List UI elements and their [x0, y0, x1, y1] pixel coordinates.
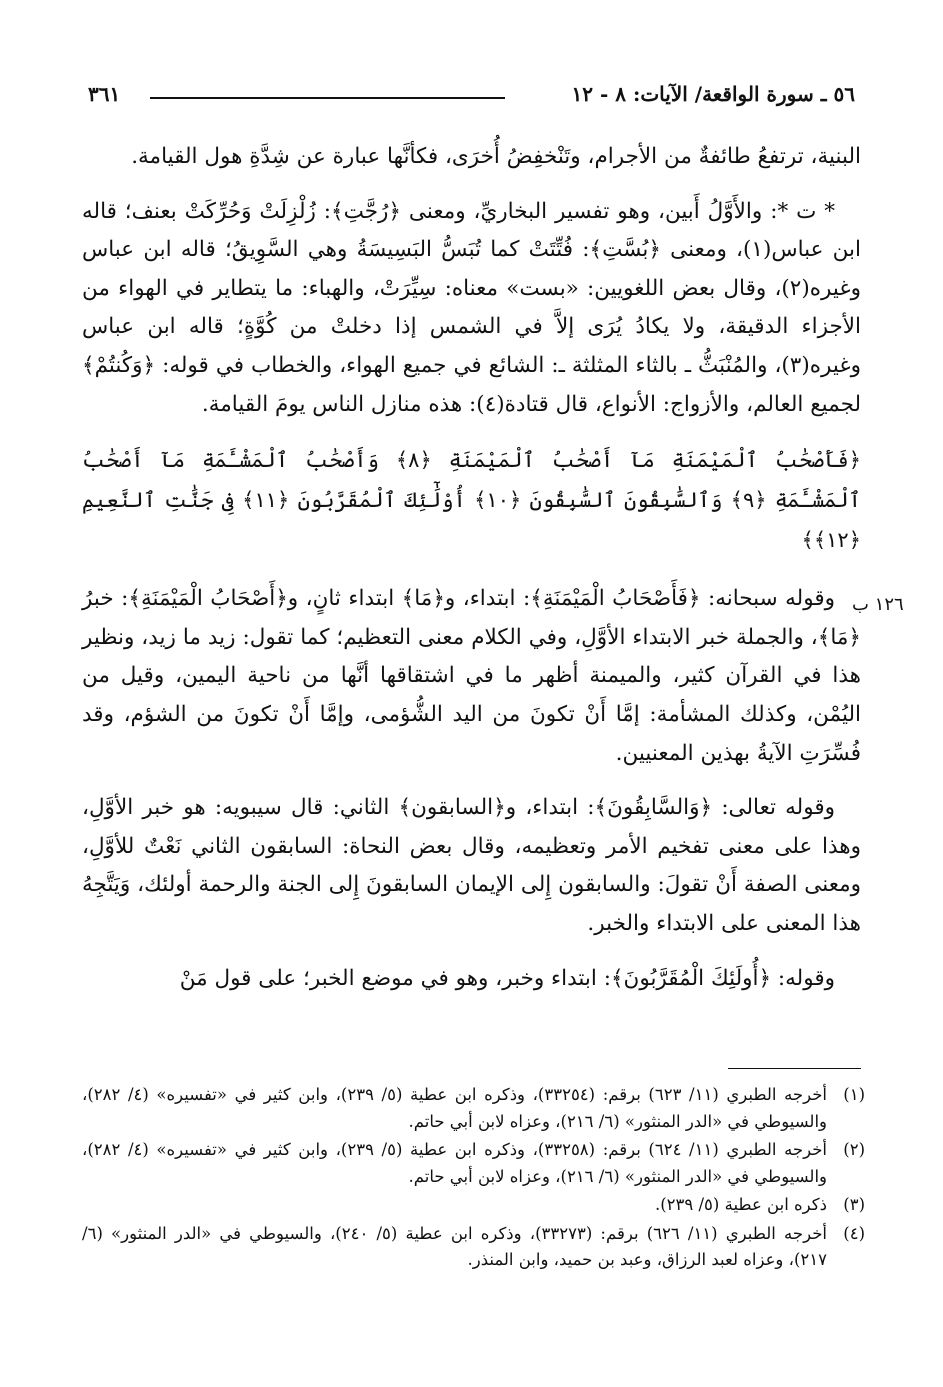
- footnote-text: ذكره ابن عطية (٥/ ٢٣٩).: [654, 1195, 827, 1214]
- footnote-text: أخرجه الطبري (١١/ ٦٢٤) برقم: (٣٣٢٥٨)، وذكره ابن عطية (٥/ ٢٣٩)، وابن كثير في «تفسيره» (٤/ ٢٨٢)، والسيوطي في «الدر المنثور» (٦/ ٢١٦)، وعزاه لابن أبي حاتم.: [82, 1140, 828, 1186]
- paragraph: * ت *: والأَوَّلُ أَبين، وهو تفسير البخاريِّ، ومعنى ﴿رُجَّتِ﴾: زُلْزِلَتْ وَحُرِّكَتْ بعنف؛ قاله ابن عباس(١)، ومعنى ﴿بُسَّتِ﴾: فُتِّتَتْ كما تُبَسُّ البَسِيسَةُ وهي السَّوِيقُ؛ قاله ابن عباس وغيره(٢)، وقال بعض اللغويين: «بست» معناه: سِيِّرَتْ، والهباء: ما يتطاير في الهواء من الأجزاء الدقيقة، ولا يكادُ يُرَى إلاَّ في الشمس إذا دخلتْ من كُوَّةٍ؛ قاله ابن عباس وغيره(٣)، والمُنْبَثُّ ـ بالثاء المثلثة ـ: الشائع في جميع الهواء، والخطاب في قوله: ﴿وَكُنتُمْ﴾ لجميع العالم، والأزواج: الأنواع، قال قتادة(٤): هذه منازل الناس يومَ القيامة.: [82, 198, 861, 417]
- main-text: [82, 138, 861, 1014]
- paragraph: وقوله: ﴿أُولَئِكَ الْمُقَرَّبُونَ﴾: ابتداء وخبر، وهو في موضع الخبر؛ على قول مَنْ: [179, 965, 835, 991]
- footnote-text: أخرجه الطبري (١١/ ٦٢٦) برقم: (٣٣٢٧٣)، وذكره ابن عطية (٥/ ٢٤٠)، والسيوطي في «الدر المنثور» (٦/ ٢١٧)، وعزاه لعبد الرزاق، وعبد بن حميد، وابن المنذر.: [82, 1223, 827, 1269]
- footnote-number: (٤): [843, 1223, 865, 1243]
- footnote: [82, 1192, 865, 1219]
- header-rule: [150, 97, 505, 99]
- margin-note: ١٢٦ ب: [852, 594, 904, 615]
- paragraph: وقوله سبحانه: ﴿فَأَصْحَابُ الْمَيْمَنَةِ﴾: ابتداء، و﴿مَا﴾ ابتداء ثانٍ، و﴿أَصْحَابُ الْمَيْمَنَةِ﴾: خبرُ ﴿مَا﴾، والجملة خبر الابتداء الأوَّلِ، وفي الكلام معنى التعظيم؛ كما تقول: زيد ما زيد، ونظير هذا في القرآن كثير، والميمنة أظهر ما في اشتقاقها أنَّها من ناحية اليمين، وقيل من اليُمْن، وكذلك المشأمة: إمَّا أَنْ تكونَ من اليد الشُّؤمى، وإمَّا أَنْ تكونَ من الشؤم، وقد فُسِّرَتِ الآيةُ بهذين المعنيين.: [82, 586, 861, 766]
- footnote: [82, 1221, 865, 1274]
- footnote-number: (٢): [843, 1140, 865, 1159]
- paragraph: البنية، ترتفعُ طائفةٌ من الأجرام، وتَنْخفِضُ أُخرَى، فكأنَّها عبارة عن شِدَّةِ هول القيامة.: [131, 144, 861, 169]
- footnote: [82, 1082, 865, 1135]
- footnote-text: أخرجه الطبري (١١/ ٦٢٣) برقم: (٣٣٢٥٤)، وذكره ابن عطية (٥/ ٢٣٩)، وابن كثير في «تفسيره» (٤/ ٢٨٢)، والسيوطي في «الدر المنثور» (٦/ ٢١٦)، وعزاه لابن أبي حاتم.: [82, 1085, 828, 1131]
- quran-verse: ﴿فَأَصْحَٰبُ ٱلْمَيْمَنَةِ مَآ أَصْحَٰبُ ٱلْمَيْمَنَةِ ﴿٨﴾ وَأَصْحَٰبُ ٱلْمَشْـَٔمَةِ مَآ أَصْحَٰبُ ٱلْمَشْـَٔمَةِ ﴿٩﴾ وَٱلسَّٰبِقُونَ ٱلسَّٰبِقُونَ ﴿١٠﴾ أُوْلَٰٓئِكَ ٱلْمُقَرَّبُونَ ﴿١١﴾ فِى جَنَّٰتِ ٱلنَّعِيمِ ﴿١٢﴾﴾: [82, 448, 861, 553]
- footnote: [82, 1137, 865, 1190]
- paragraph: وقوله تعالى: ﴿وَالسَّابِقُونَ﴾: ابتداء، و﴿السابقون﴾ الثاني: قال سيبويه: هو خبر الأوَّلِ، وهذا على معنى تفخيم الأمر وتعظيمه، وقال بعض النحاة: السابقون الثاني نَعْتٌ للأوَّلِ، ومعنى الصفة أَنْ تقولَ: والسابقون إِلى الإيمان السابقونَ إِلى الجنة والرحمة أولئك، وَيَتَّجِهُ هذا المعنى على الابتداء والخبر.: [82, 795, 861, 936]
- footnote-number: (١): [843, 1085, 865, 1104]
- footnotes: [82, 1082, 865, 1276]
- running-header: [88, 82, 855, 112]
- header-title: ٥٦ ـ سورة الواقعة/ الآيات: ٨ - ١٢: [571, 82, 855, 106]
- page-number: ٣٦١: [88, 82, 121, 106]
- footnote-separator: [728, 1068, 861, 1069]
- footnote-number: (٣): [843, 1195, 865, 1214]
